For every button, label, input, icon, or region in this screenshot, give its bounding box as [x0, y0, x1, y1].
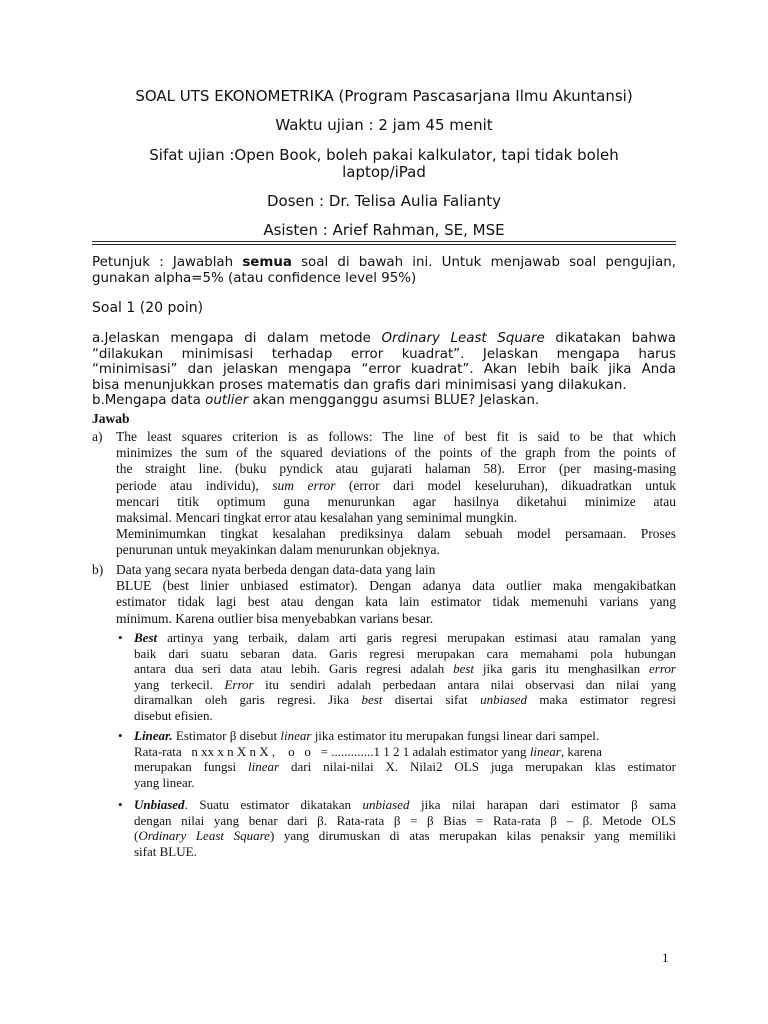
bullet-best: • [118, 630, 123, 645]
answer-a-line6: maksimal. Mencari tingkat error atau kesalahan yang seminimal mungkin. [116, 510, 518, 526]
question1-a [92, 331, 676, 409]
best-line6: disebut efisien. [134, 707, 213, 723]
best-term: Best [134, 630, 158, 645]
answer-a-line1: The least squares criterion is as follows: The line of best fit is said to be that which [116, 429, 676, 444]
question1-a-line3: “minimisasi” dan jelaskan mengapa “error kuadrat”. Akan lebih baik jika Anda [92, 362, 676, 378]
question1-a-line2: “dilakukan minimisasi terhadap error kuadrat”. Jelaskan mengapa harus [92, 346, 676, 362]
instructions [92, 255, 676, 286]
linear-l2-post: , karena [560, 743, 603, 759]
q1b-em: outlier [205, 393, 249, 409]
ans-a4-post: (error dari model keseluruhan), dikuadratkan untuk [335, 477, 676, 493]
unbiased-line2: dengan nilai yang benar dari β. Rata-rata β = β Bias = Rata-rata β – β. Metode OLS [134, 812, 676, 828]
best-line4 [134, 677, 676, 693]
linear-l2-pre: Rata-rata n xx x n X n X , ο ο = .............1 1 2 1 adalah estimator yang [134, 743, 530, 759]
best-line3 [134, 661, 676, 677]
unbiased-paragraph [134, 797, 676, 859]
linear-l1-em: linear [280, 728, 312, 743]
instructions-line1 [92, 255, 676, 271]
q1a-pre: a.Jelaskan mengapa di dalam metode [92, 331, 382, 346]
best-paragraph [134, 630, 676, 724]
best-l5-em: best [361, 692, 383, 708]
linear-term: Linear. [134, 728, 173, 743]
exam-nature-line2: laptop/iPad [342, 163, 426, 181]
linear-line4: yang linear. [134, 774, 195, 790]
linear-l2-em: linear [529, 743, 561, 759]
header-divider-top [92, 241, 676, 242]
bullet-linear: • [118, 728, 123, 743]
answer-b-line2: BLUE (best linier unbiased estimator). Dengan adanya data outlier maka mengakibatkan [116, 578, 676, 594]
unbiased-line4: sifat BLUE. [134, 843, 197, 859]
answer-b [116, 562, 676, 627]
bullet-unbiased: • [118, 797, 123, 812]
best-line2: baik dari suatu sebaran data. Garis regresi merupakan cara memahami pola hubungan [134, 645, 676, 661]
ans-a4-em: sum error [272, 477, 336, 493]
q1b-post: akan mengganggu asumsi BLUE? Jelaskan. [248, 393, 540, 409]
unbiased-l3-em: Ordinary Least Square [138, 828, 270, 844]
answer-b-line4: minimum. Karena outlier bisa menyebabkan varians besar. [116, 610, 434, 626]
answer-b-label: b) [92, 562, 104, 577]
answer-a-line5: mencari titik optimum guna menurunkan agar hasilnya diketahui minimize atau [116, 493, 676, 509]
best-l5-pre: diramalkan oleh garis regresi. Jika [134, 692, 362, 708]
q1a-post: dikatakan bahwa [544, 331, 677, 346]
linear-l1-pre: Estimator β disebut [172, 728, 281, 743]
answer-heading: Jawab [92, 411, 130, 426]
best-l3-pre: antara dua seri data atau lebih. Garis regresi adalah [134, 661, 454, 677]
unbiased-l1-post: jika nilai harapan dari estimator β sama [409, 797, 676, 812]
page-number: 1 [662, 950, 669, 965]
unbiased-l3-post: ) yang dirumuskan di atas merupakan kilas penaksir yang memiliki [269, 828, 676, 844]
ans-a4-pre: periode atau individu), [116, 477, 273, 493]
best-l5-em2: unbiased [480, 692, 528, 708]
instructions-bold: semua [242, 255, 292, 270]
linear-line1 [134, 728, 676, 744]
unbiased-line3 [134, 828, 676, 844]
best-l4: yang terkecil. [134, 676, 225, 692]
assistant: Asisten : Arief Rahman, SE, MSE [263, 221, 505, 239]
exam-title: SOAL UTS EKONOMETRIKA (Program Pascasarjana Ilmu Akuntansi) [135, 87, 633, 105]
instructions-line2: gunakan alpha=5% (atau confidence level 95%) [92, 270, 417, 286]
linear-line2 [134, 744, 676, 760]
answer-a-line3: the straight line. (buku pyndick atau gujarati halaman 58). Error (per masing-masing [116, 461, 676, 477]
answer-b-line3: estimator tidak lagi best atau dengan kata lain estimator tidak memenuhi varians yang [116, 594, 676, 610]
best-line5 [134, 692, 676, 708]
unbiased-l1-pre: . Suatu estimator dikatakan [184, 797, 363, 812]
question1-b [92, 393, 676, 409]
header-divider-bottom [92, 244, 676, 245]
best-line1 [134, 630, 676, 646]
instructions-rest: soal di bawah ini. Untuk menjawab soal pengujian, [291, 255, 677, 270]
exam-nature-line1: Sifat ujian :Open Book, boleh pakai kalkulator, tapi tidak boleh [149, 146, 619, 164]
linear-l1-post: jika estimator itu merupakan fungsi linear dari sampel. [311, 728, 600, 743]
answer-a-line2: minimizes the sum of the squared deviations of the points of the graph from the points of [116, 445, 676, 461]
linear-line3 [134, 759, 676, 775]
linear-l3-em: linear [248, 759, 280, 775]
unbiased-l1-em: unbiased [362, 797, 410, 812]
answer-a-line7: Meminimumkan tingkat kesalahan prediksinya dalam sebuah model persamaan. Proses [116, 526, 676, 542]
answer-a-label: a) [92, 429, 103, 444]
question1-title: Soal 1 (20 poin) [92, 300, 204, 316]
instructions-prefix: Petunjuk : Jawablah [92, 255, 243, 270]
question1-a-line4: bisa menunjukkan proses matematis dan grafis dari minimisasi yang dilakukan. [92, 377, 627, 393]
exam-nature [92, 147, 676, 181]
unbiased-line1 [134, 797, 676, 813]
answer-b-line1: Data yang secara nyata berbeda dengan data-data yang lain [116, 562, 436, 577]
best-l3-mid: jika garis itu menghasilkan [474, 661, 650, 677]
q1b-pre: b.Mengapa data [92, 393, 206, 409]
answer-a-line4 [116, 478, 676, 494]
answer-a-line8: penurunan untuk meyakinkan dalam menurunkan objeknya. [116, 542, 440, 558]
best-l1: artinya yang terbaik, dalam arti garis regresi merupakan estimasi atau ramalan yang [157, 630, 676, 645]
question1-a-line1 [92, 331, 676, 347]
linear-l3-pre: merupakan fungsi [134, 759, 249, 775]
best-l5-post: maka estimator regresi [527, 692, 676, 708]
best-l5-mid: disertai sifat [382, 692, 481, 708]
best-l4-post: itu sendiri adalah perbedaan antara nilai observasi dan nilai yang [253, 676, 676, 692]
q1a-em: Ordinary Least Square [381, 331, 545, 346]
answer-a [116, 429, 676, 559]
linear-paragraph [134, 728, 676, 790]
best-l4-em: Error [224, 676, 254, 692]
lecturer: Dosen : Dr. Telisa Aulia Falianty [267, 192, 501, 210]
best-l3-em2: error [649, 661, 676, 677]
exam-time: Waktu ujian : 2 jam 45 menit [275, 116, 493, 134]
linear-l3-post: dari nilai-nilai X. Nilai2 OLS juga merupakan klas estimator [279, 759, 676, 775]
unbiased-term: Unbiased [134, 797, 185, 812]
best-l3-em: best [453, 661, 475, 677]
unbiased-l3-pre: ( [134, 828, 139, 844]
